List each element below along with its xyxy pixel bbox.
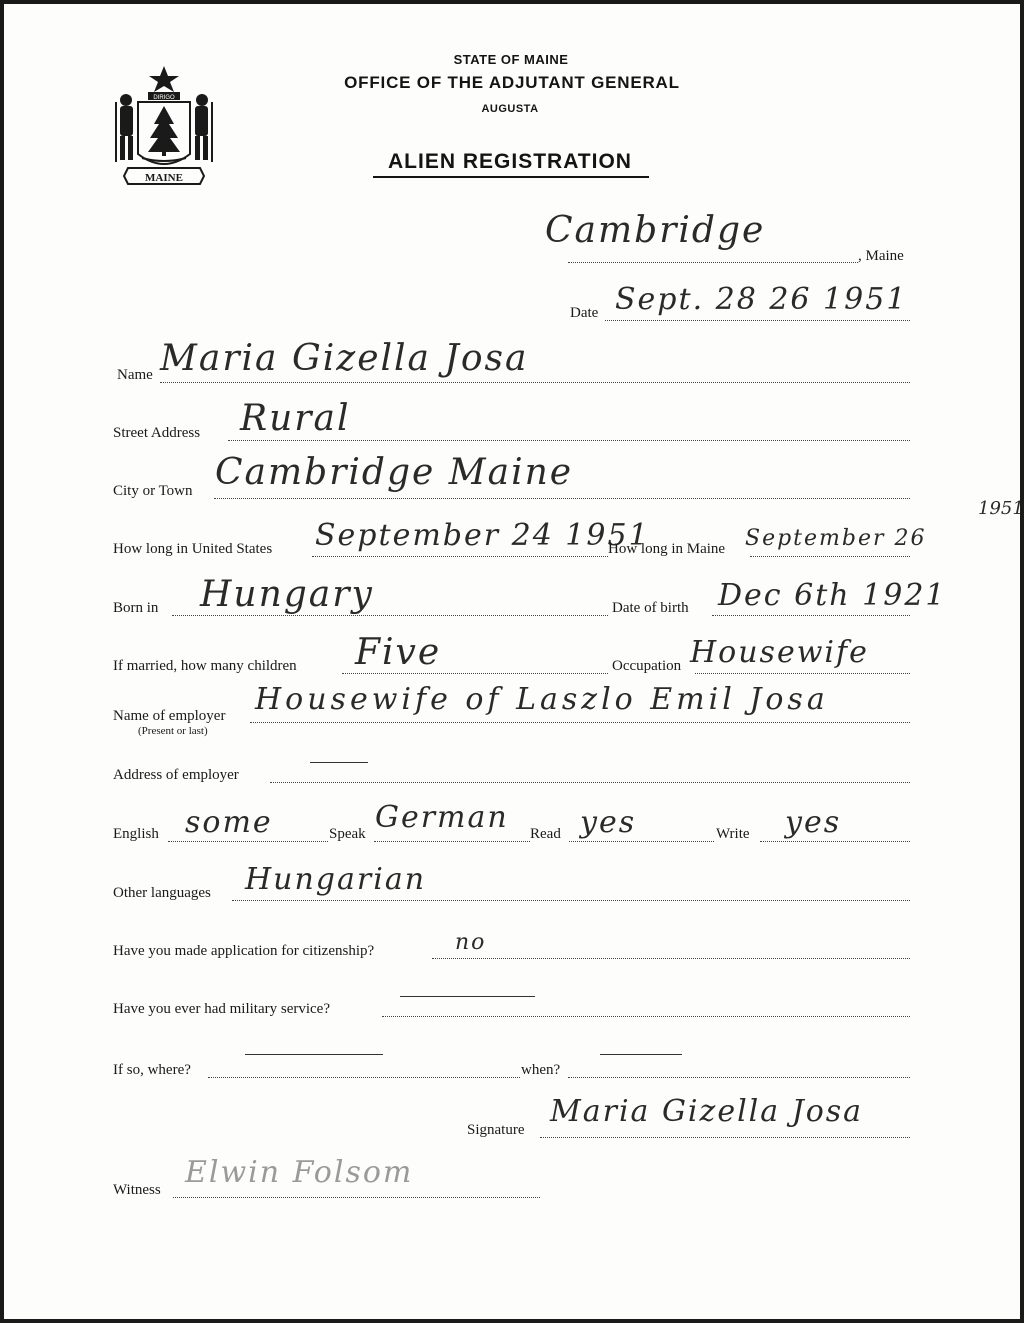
employer-label: Name of employer: [113, 708, 226, 724]
street-address-value: Rural: [240, 398, 351, 439]
header-office: OFFICE OF THE ADJUTANT GENERAL: [344, 73, 680, 92]
street-address-label: Street Address: [113, 425, 201, 441]
born-in-line: [172, 615, 608, 616]
header-city: AUGUSTA: [481, 103, 539, 115]
other-languages-value: Hungarian: [245, 862, 427, 897]
date-of-birth-value: Dec 6th 1921: [718, 578, 947, 613]
witness-line: [173, 1197, 540, 1198]
how-long-maine-year: 1951: [978, 498, 1024, 519]
street-address-line: [228, 440, 910, 441]
occupation-label: Occupation: [612, 658, 682, 674]
seal-banner-text: MAINE: [145, 172, 183, 184]
name-value: Maria Gizella Josa: [160, 338, 529, 379]
city-line: [214, 498, 910, 499]
date-of-birth-line: [712, 615, 910, 616]
born-in-label: Born in: [113, 600, 159, 616]
occupation-value: Housewife: [690, 635, 869, 670]
military-blank-mark: [400, 996, 535, 997]
town-suffix: , Maine: [858, 248, 904, 264]
born-in-value: Hungary: [200, 574, 374, 615]
employer-address-label: Address of employer: [113, 767, 239, 783]
military-label: Have you ever had military service?: [113, 1001, 330, 1017]
name-line: [160, 382, 910, 383]
how-long-us-label: How long in United States: [113, 541, 273, 557]
children-value: Five: [355, 632, 442, 673]
scan-border-top: [0, 0, 1024, 4]
speak-label: Speak: [329, 826, 366, 842]
speak-value: German: [375, 800, 509, 835]
signature-label: Signature: [467, 1122, 525, 1138]
english-label: English: [113, 826, 159, 842]
witness-label: Witness: [113, 1182, 161, 1198]
citizenship-value: no: [455, 930, 487, 955]
employer-sublabel: (Present or last): [138, 725, 208, 737]
signature-value: Maria Gizella Josa: [550, 1094, 864, 1129]
header-state: STATE OF MAINE: [453, 52, 569, 67]
read-line: [569, 841, 714, 842]
occupation-line: [695, 673, 910, 674]
write-value: yes: [785, 805, 842, 840]
employer-address-line: [270, 782, 910, 783]
how-long-us-line: [312, 556, 608, 557]
date-line: [605, 320, 910, 321]
english-line: [168, 841, 328, 842]
city-label: City or Town: [113, 483, 193, 499]
where-blank-mark: [245, 1054, 383, 1055]
when-line: [568, 1077, 910, 1078]
date-of-birth-label: Date of birth: [612, 600, 689, 616]
when-blank-mark: [600, 1054, 682, 1055]
other-languages-label: Other languages: [113, 885, 211, 901]
where-line: [208, 1077, 520, 1078]
scan-border-right: [1020, 0, 1024, 1323]
citizenship-label: Have you made application for citizenship?: [113, 943, 375, 959]
form-title: ALIEN REGISTRATION: [388, 150, 632, 173]
scan-border-bottom: [0, 1319, 1024, 1323]
employer-address-blank-mark: [310, 762, 368, 763]
when-label: when?: [521, 1062, 561, 1078]
city-value: Cambridge Maine: [215, 452, 574, 493]
children-label: If married, how many children: [113, 658, 297, 674]
date-label: Date: [570, 305, 599, 321]
how-long-maine-value: September 26: [745, 526, 927, 551]
read-label: Read: [530, 826, 561, 842]
where-label: If so, where?: [113, 1062, 191, 1078]
how-long-maine-line: [750, 556, 910, 557]
children-line: [342, 673, 608, 674]
read-value: yes: [580, 805, 637, 840]
town-value: Cambridge: [545, 210, 766, 251]
how-long-us-value: September 24 1951: [315, 518, 650, 553]
other-languages-line: [232, 900, 910, 901]
english-value: some: [185, 805, 273, 840]
town-line: [568, 262, 858, 263]
how-long-maine-label: How long in Maine: [608, 541, 726, 557]
witness-value: Elwin Folsom: [185, 1155, 414, 1190]
svg-text:DIRIGO: DIRIGO: [153, 95, 175, 101]
signature-line: [540, 1137, 910, 1138]
employer-line: [250, 722, 910, 723]
title-underline: [373, 176, 649, 178]
speak-line: [374, 841, 530, 842]
scan-border-left: [0, 0, 4, 1323]
write-label: Write: [716, 826, 750, 842]
citizenship-line: [432, 958, 910, 959]
employer-value: Housewife of Laszlo Emil Josa: [255, 682, 829, 717]
military-line: [382, 1016, 910, 1017]
write-line: [760, 841, 910, 842]
name-label: Name: [117, 367, 153, 383]
date-value: Sept. 28 26 1951: [615, 282, 908, 317]
